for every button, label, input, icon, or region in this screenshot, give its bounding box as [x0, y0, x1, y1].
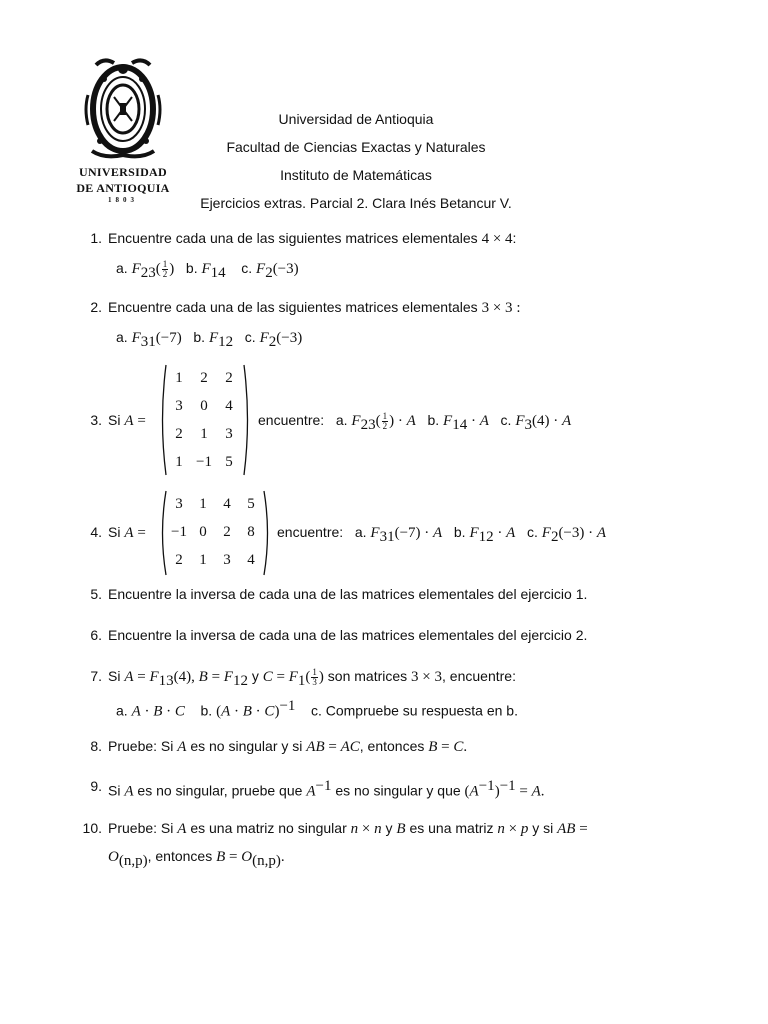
exercise-3-encuentre-text: encuentre:	[258, 412, 325, 429]
exercise-6-text: Encuentre la inversa de cada una de las matrices elementales del ejercicio 2.	[108, 627, 588, 643]
exercise-2-part-a-label: a.	[116, 329, 128, 345]
exercise-7-parts: a. A · B · C b. $(A \cdot B \cdot C)^{-1}$ c. Compruebe su respuesta en b.	[116, 698, 518, 720]
exercise-5-number: 5.	[90, 586, 102, 602]
logo-name-line1: UNIVERSIDAD	[79, 165, 167, 179]
exercise-10-statement-line1: Pruebe: Si A es una matriz no singular n × n y B es una matriz n × p y si AB =	[108, 820, 588, 837]
exercise-8-t3: , entonces	[359, 738, 425, 754]
exercise-3-part-c-label: c.	[500, 412, 512, 429]
exercise-4-part-b-label: b.	[453, 524, 466, 540]
exercise-2-dim: 3 × 3	[481, 300, 513, 316]
matrix-cell: 4	[223, 496, 231, 512]
exercise-7-part-b-label: b.	[200, 702, 213, 719]
matrix-cell: 3	[225, 426, 233, 442]
matrix-cell: 3	[175, 496, 183, 512]
exercise-4-part-a-label: a.	[354, 524, 367, 540]
header-university: Universidad de Antioquia	[278, 111, 434, 127]
exercise-10-t4: es una matriz	[409, 820, 494, 836]
exercise-3-encuentre: encuentre: a. $F_{23}$( $\frac{1}{2}$ ) · A b. $F_{14} \cdot A$ c. $F_3(4) \cdot A$	[258, 411, 572, 433]
exercise-9-t1: Si	[108, 782, 121, 799]
exercise-10-t2: es una matriz no singular	[190, 820, 347, 836]
matrix-cell: 2	[223, 524, 231, 540]
exercise-1-suffix: :	[512, 230, 517, 246]
exercise-2-suffix: :	[516, 300, 521, 316]
exercise-3-number: 3.	[90, 412, 102, 428]
matrix-cell: −1	[171, 524, 187, 540]
matrix-cell: 1	[175, 370, 183, 386]
exercise-10-number: 10.	[82, 820, 102, 836]
matrix-cell: 2	[175, 552, 183, 568]
exercise-1-part-b-label: b.	[185, 260, 198, 277]
exercise-4-encuentre: encuentre: a. $F_{31}(-7) \cdot A$ b. $F_{12} \cdot A$ c. $F_2(-3) \cdot A$	[277, 524, 607, 545]
exercise-3-matrix	[158, 364, 252, 476]
matrix-cell: 0	[199, 524, 207, 540]
exercise-7-encuentre: , encuentre:	[442, 668, 516, 685]
exercise-10-t1: Pruebe: Si	[108, 820, 174, 836]
matrix-cell: 4	[225, 398, 233, 414]
exercise-3-part-b-label: b.	[427, 412, 440, 429]
exercise-7-part-a-label: a.	[116, 702, 128, 719]
exercise-1-part-a-label: a.	[116, 260, 128, 277]
exercise-7-dim: 3 × 3	[411, 669, 443, 686]
exercise-7-part-c-label: c. Compruebe su respuesta en b.	[310, 702, 518, 719]
matrix-cell: 5	[247, 496, 255, 512]
matrix-cell: 1	[175, 454, 183, 470]
exercise-8-statement: Pruebe: Si A es no singular y si AB = AC, entonces B = C.	[108, 738, 468, 755]
exercise-4-matrix	[158, 490, 272, 576]
exercise-1-text: Encuentre cada una de las siguientes matrices elementales	[108, 230, 478, 246]
exercise-7-statement: Si $A = F_{13}(4)$, $B = F_{12}$ y $C = F_1$( $\frac{1}{3}$ ) son matrices 3 × 3, encuentre:	[108, 667, 516, 689]
exercise-2-part-b-label: b.	[193, 329, 206, 345]
exercise-1-part-c-label: c.	[241, 260, 253, 277]
exercise-2-statement	[108, 299, 521, 317]
matrix-cell: 5	[225, 454, 233, 470]
exercise-10-statement-line2: $O_{(n,p)}$, entonces $B = O_{(n,p)}$.	[108, 848, 285, 869]
exercise-5-text: Encuentre la inversa de cada una de las matrices elementales del ejercicio 1.	[108, 586, 588, 602]
matrix-cell: 2	[175, 426, 183, 442]
exercise-8-t2: es no singular y si	[190, 738, 303, 754]
exercise-9-t3: es no singular y que	[335, 782, 461, 799]
exercise-8-t1: Pruebe: Si	[108, 738, 174, 754]
exercise-1-number: 1.	[90, 230, 102, 246]
matrix-cell: 1	[200, 426, 208, 442]
exercise-10-t3: y	[385, 820, 393, 836]
header-faculty: Facultad de Ciencias Exactas y Naturales	[226, 139, 486, 155]
matrix-cell: 4	[247, 552, 255, 568]
exercise-3-si: Si A =	[108, 412, 146, 429]
exercise-3-part-a-label: a.	[335, 412, 348, 429]
matrix-cell: 3	[223, 552, 231, 568]
header-institute: Instituto de Matemáticas	[280, 167, 432, 183]
matrix-cell: 2	[225, 370, 233, 386]
exercise-1-statement	[108, 230, 516, 248]
exercise-2-text: Encuentre cada una de las siguientes matrices elementales	[108, 299, 478, 315]
exercise-10-t5: y si	[532, 820, 554, 836]
exercise-6-number: 6.	[90, 627, 102, 643]
exercise-9-t2: es no singular, pruebe que	[137, 782, 303, 799]
logo-year: 1803	[108, 196, 138, 204]
exercise-7-number: 7.	[90, 668, 102, 684]
exercise-7-son: son matrices	[327, 668, 408, 685]
exercise-7-si: Si	[108, 668, 121, 685]
university-seal-icon	[84, 55, 162, 161]
exercise-4-si-text: Si	[108, 524, 121, 540]
matrix-cell: 2	[200, 370, 208, 386]
exercise-10-t6: , entonces	[147, 848, 213, 864]
header-subtitle: Ejercicios extras. Parcial 2. Clara Inés Betancur V.	[200, 195, 512, 211]
matrix-cell: 1	[199, 552, 207, 568]
exercise-8-number: 8.	[90, 738, 102, 754]
right-bracket-icon	[242, 364, 252, 476]
exercise-1-parts: a. $F_{23}$( $\frac{1}{2}$ ) b. $F_{14}$ c. $F_2(-3)$	[116, 259, 299, 281]
logo-name-line2: DE ANTIOQUIA	[76, 181, 170, 195]
exercise-7-y: y	[251, 668, 259, 685]
exercise-9-statement: Si A es no singular, pruebe que $A^{-1}$ es no singular y que $(A^{-1})^{-1} = A$.	[108, 778, 545, 800]
exercise-4-part-c-label: c.	[526, 524, 538, 540]
matrix-cell: 1	[199, 496, 207, 512]
exercise-1-dim: 4 × 4	[481, 231, 513, 247]
exercise-3-si-text: Si	[108, 412, 121, 428]
exercise-4-number: 4.	[90, 524, 102, 540]
exercise-2-parts: a. $F_{31}(-7)$ b. $F_{12}$ c. $F_2(-3)$	[116, 329, 303, 350]
exercise-9-number: 9.	[90, 778, 102, 794]
matrix-cell: 0	[200, 398, 208, 414]
exercise-2-part-c-label: c.	[244, 329, 256, 345]
matrix-cell: 8	[247, 524, 255, 540]
exercise-4-encuentre-text: encuentre:	[277, 524, 344, 540]
matrix-cell: 3	[175, 398, 183, 414]
exercise-4-si: Si A =	[108, 524, 146, 541]
matrix-cell: −1	[196, 454, 212, 470]
exercise-2-number: 2.	[90, 299, 102, 315]
